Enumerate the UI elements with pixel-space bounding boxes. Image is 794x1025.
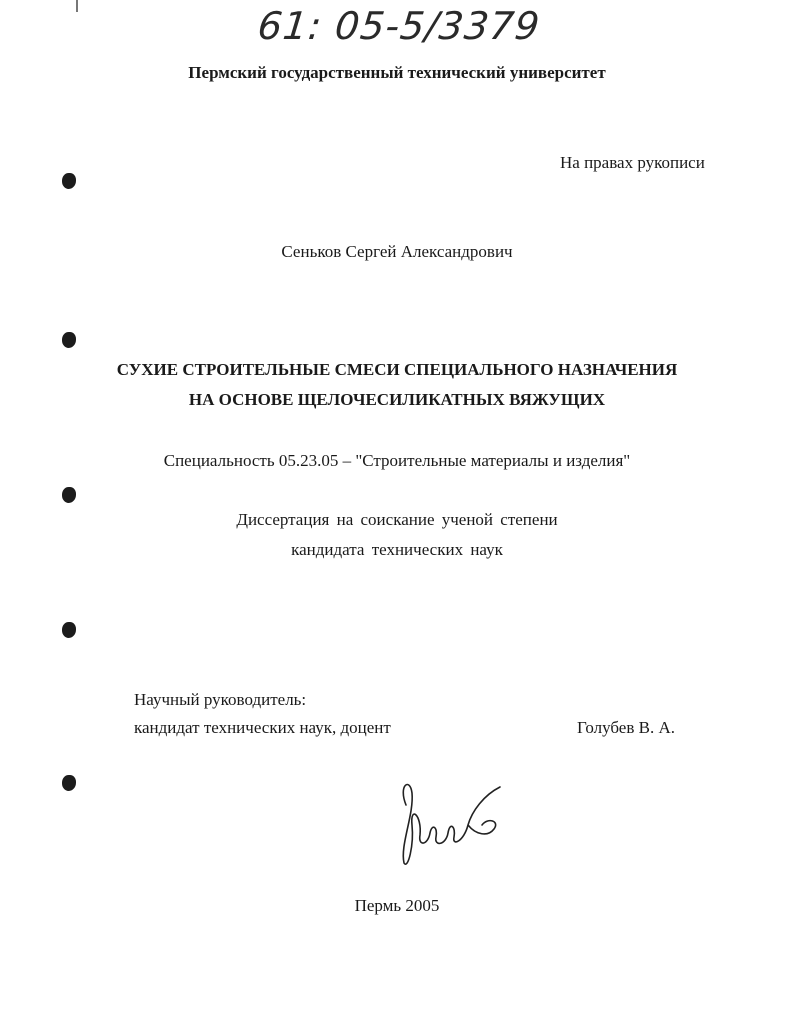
punch-hole-mark [62, 332, 76, 348]
dissertation-degree-line: кандидата технических наук [291, 540, 503, 559]
author-name: Сеньков Сергей Александрович [281, 242, 513, 261]
punch-hole-mark [62, 173, 76, 189]
scan-mark [76, 0, 78, 12]
manuscript-rights-note: На правах рукописи [560, 153, 705, 172]
university-name: Пермский государственный технический университет [188, 63, 606, 82]
punch-hole-mark [62, 622, 76, 638]
supervisor-degree: кандидат технических наук, доцент [134, 718, 391, 737]
archive-number: 61: 05-5/3379 [255, 4, 543, 48]
dissertation-degree-line: Диссертация на соискание ученой степени [236, 510, 558, 529]
supervisor-label: Научный руководитель: [134, 690, 307, 709]
punch-hole-mark [62, 775, 76, 791]
city-and-year: Пермь 2005 [354, 896, 440, 915]
thesis-title-line: СУХИЕ СТРОИТЕЛЬНЫЕ СМЕСИ СПЕЦИАЛЬНОГО НАЗНАЧЕНИЯ [116, 360, 678, 379]
specialty-line: Специальность 05.23.05 – "Строительные материалы и изделия" [163, 451, 631, 470]
punch-hole-mark [62, 487, 76, 503]
thesis-title-line: НА ОСНОВЕ ЩЕЛОЧЕСИЛИКАТНЫХ ВЯЖУЩИХ [188, 390, 606, 409]
handwritten-signature [392, 775, 512, 870]
supervisor-name: Голубев В. А. [577, 718, 675, 737]
